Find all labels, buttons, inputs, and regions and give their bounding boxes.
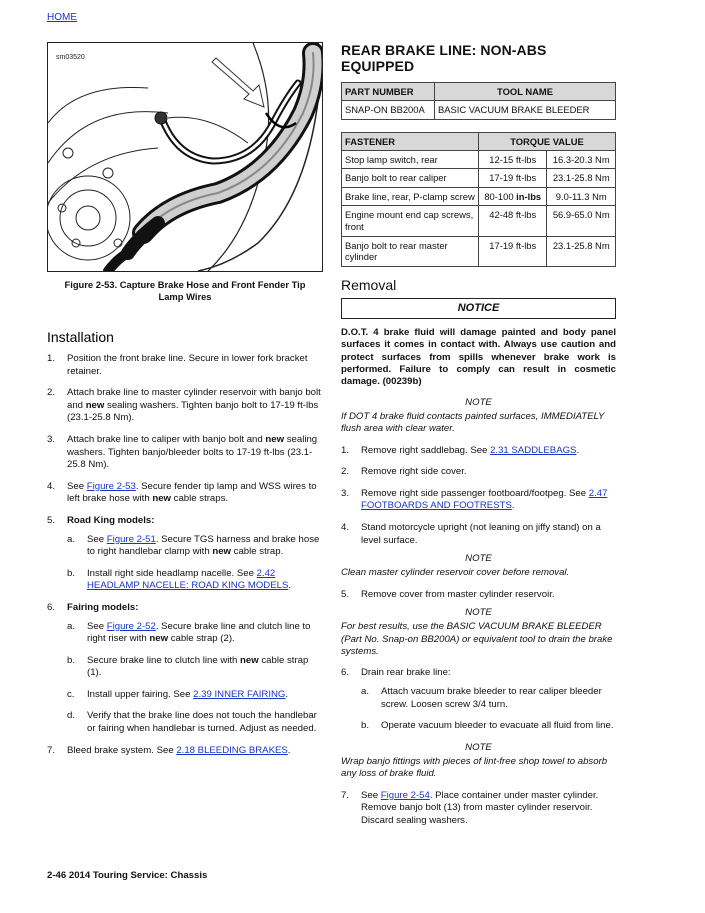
figure-2-52-link[interactable]: Figure 2-52 — [106, 620, 156, 632]
page-footer: 2-46 2014 Touring Service: Chassis — [47, 870, 208, 881]
table-row: Engine mount end cap screws, front 42-48 ft-lbs 56.9-65.0 Nm — [342, 206, 616, 236]
install-step-6b: b. Secure brake line to clutch line with new cable strap (1). — [67, 654, 309, 679]
note-label: NOTE — [465, 607, 492, 619]
installation-steps — [47, 353, 323, 757]
install-step-3: 3. Attach brake line to caliper with banjo bolt and new sealing washers. Tighten banjo/bleeder bolts to 17-19 ft-lbs (23.1-25.8 Nm). — [47, 433, 318, 471]
left-column — [47, 42, 323, 766]
removal-steps-a — [341, 445, 616, 548]
removal-heading: Removal — [341, 276, 397, 293]
headlamp-nacelle-link[interactable]: 2.42 HEADLAMP NACELLE: ROAD KING MODELS — [87, 567, 289, 592]
tools-table — [341, 82, 616, 120]
install-step-6c: c. Install upper fairing. See 2.39 INNER FAIRING. — [67, 688, 289, 700]
removal-step-3: 3. Remove right side passenger footboard/footpeg. See 2.47 FOOTBOARDS AND FOOTRESTS. — [341, 487, 608, 512]
note-label: NOTE — [465, 741, 492, 753]
figure-2-53 — [47, 42, 323, 272]
torque-header-value: TORQUE VALUE — [479, 132, 616, 150]
install-step-4: 4. See Figure 2-53. Secure fender tip lamp and WSS wires to left brake hose with new cable straps. — [47, 480, 317, 505]
notice-box: NOTICE — [341, 298, 616, 319]
table-row: Banjo bolt to rear master cylinder 17-19 ft-lbs 23.1-25.8 Nm — [342, 236, 616, 266]
inner-fairing-link[interactable]: 2.39 INNER FAIRING — [193, 688, 286, 700]
figure-2-51-link[interactable]: Figure 2-51 — [106, 533, 156, 545]
bleeding-brakes-link[interactable]: 2.18 BLEEDING BRAKES — [176, 744, 288, 756]
figure-caption: Figure 2-53. Capture Brake Hose and Front Fender Tip Lamp Wires — [64, 279, 306, 302]
table-row: Banjo bolt to rear caliper 17-19 ft-lbs 23.1-25.8 Nm — [342, 169, 616, 188]
figure-2-53-link[interactable]: Figure 2-53 — [86, 480, 136, 492]
tools-header-name: TOOL NAME — [435, 83, 616, 101]
table-row: Brake line, rear, P-clamp screw 80-100 in-lbs 9.0-11.3 Nm — [342, 187, 616, 206]
install-step-5a: a. See Figure 2-51. Secure TGS harness and brake hose to right handlebar clamp with new cable strap. — [67, 533, 320, 558]
install-step-7: 7. Bleed brake system. See 2.18 BLEEDING BRAKES. — [47, 744, 291, 756]
install-step-5: 5. Road King models: a. See Figure 2-51. Secure TGS harness and brake hose to right handlebar clamp with new cable strap. b. Install right side headlamp nacelle. See 2.42 HEADLAMP NACELLE: ROAD KING MODELS. — [47, 515, 323, 593]
home-link[interactable]: HOME — [47, 12, 77, 23]
section-title: REAR BRAKE LINE: NON-ABS EQUIPPED — [341, 42, 547, 74]
saddlebags-link[interactable]: 2.31 SADDLEBAGS — [490, 444, 577, 456]
removal-step-4: 4. Stand motorcycle upright (not leaning on jiffy stand) on a level surface. — [341, 521, 601, 546]
note-text: If DOT 4 brake fluid contacts painted surfaces, IMMEDIATELY flush area with clear water. — [341, 410, 605, 435]
removal-steps-c — [341, 667, 616, 732]
removal-step-6b: b. Operate vacuum bleeder to evacuate all fluid from line. — [361, 720, 614, 732]
table-row: Stop lamp switch, rear 12-15 ft-lbs 16.3-20.3 Nm — [342, 150, 616, 169]
torque-table — [341, 132, 616, 267]
removal-steps-b — [341, 589, 616, 602]
removal-step-7: 7. See Figure 2-54. Place container under master cylinder. Remove banjo bolt (13) from master cylinder reservoir. Discard sealing washers. — [341, 789, 599, 826]
install-step-6: 6. Fairing models: a. See Figure 2-52. Secure brake line and clutch line to right riser with new cable strap (2). b. Secure brake line to clutch line with new cable strap (1). c. Install upper fairing. See 2.39 INNER FAIRING. d. Verify that the brake line does not touch the handlebar or fairing when handlebar is turned. Adjust as needed. — [47, 602, 323, 736]
install-step-6d: d. Verify that the brake line does not touch the handlebar or fairing when handlebar is turned. Adjust as needed. — [67, 710, 317, 735]
torque-header-fastener: FASTENER — [342, 132, 479, 150]
removal-step-2: 2. Remove right side cover. — [341, 466, 467, 478]
removal-steps-d — [341, 790, 616, 828]
removal-step-6: 6. Drain rear brake line: a. Attach vacuum brake bleeder to rear caliper bleeder screw. Loosen screw 3/4 turn. b. Operate vacuum bleeder to evacuate all fluid from line. — [341, 667, 616, 732]
removal-step-6a: a. Attach vacuum brake bleeder to rear caliper bleeder screw. Loosen screw 3/4 turn. — [361, 685, 602, 710]
note-label: NOTE — [465, 553, 492, 565]
install-step-6a: a. See Figure 2-52. Secure brake line and clutch line to right riser with new cable strap (2). — [67, 620, 311, 645]
brake-hose-illustration — [48, 43, 322, 271]
tools-header-part: PART NUMBER — [342, 83, 435, 101]
install-step-2: 2. Attach brake line to master cylinder reservoir with banjo bolt and new sealing washers. Tighten banjo bolt to 17-19 ft-lbs (23.1-25.8 Nm). — [47, 387, 321, 424]
note-text: Clean master cylinder reservoir cover before removal. — [341, 567, 570, 579]
right-column — [341, 42, 616, 836]
removal-step-5: 5. Remove cover from master cylinder reservoir. — [341, 588, 555, 600]
installation-heading: Installation — [47, 329, 114, 345]
figure-2-54-link[interactable]: Figure 2-54 — [380, 789, 430, 801]
note-label: NOTE — [465, 396, 492, 408]
install-step-5b: b. Install right side headlamp nacelle. See 2.42 HEADLAMP NACELLE: ROAD KING MODELS. — [67, 567, 292, 592]
install-step-1: 1. Position the front brake line. Secure in lower fork bracket retainer. — [47, 353, 308, 377]
removal-step-1: 1. Remove right saddlebag. See 2.31 SADDLEBAGS. — [341, 444, 580, 456]
note-text: Wrap banjo fittings with pieces of lint-free shop towel to absorb any loss of brake fluid. — [341, 755, 608, 780]
figure-id-label: sm03520 — [56, 54, 85, 61]
footboards-link[interactable]: 2.47 FOOTBOARDS AND FOOTRESTS — [361, 487, 608, 512]
notice-text: D.O.T. 4 brake fluid will damage painted and body panel surfaces it comes in contact with. Always use caution and protect surfaces from spills whenever brake work is performed. Failure to comply can result in cosmetic damage. (00239b) — [341, 326, 616, 388]
note-text: For best results, use the BASIC VACUUM BRAKE BLEEDER (Part No. Snap-on BB200A) or equivalent tool to drain the brake systems. — [341, 621, 613, 657]
table-row: SNAP-ON BB200A BASIC VACUUM BRAKE BLEEDER — [342, 101, 616, 120]
